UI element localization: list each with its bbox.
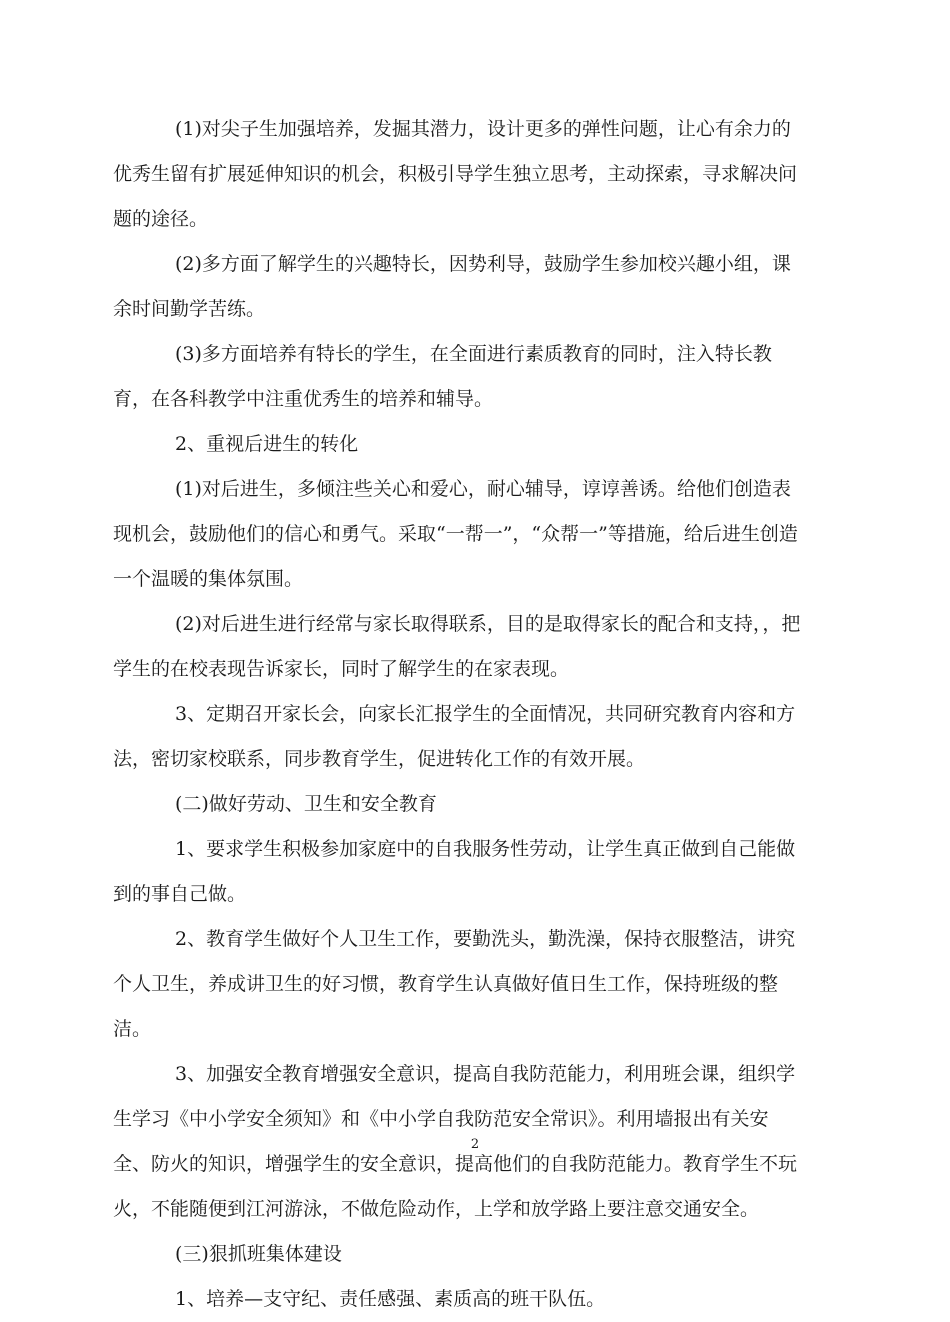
paragraph-safety-education: 3、加强安全教育增强安全意识，提高自我防范能力，利用班会课，组织学生学习《中小学安全须知》和《中小学自我防范安全常识》。利用墙报出有关安全、防火的知识，增强学生的安全意识，提高他们的自我防范能力。教育学生不玩火，不能随便到江河游泳，不做危险动作，上学和放学路上要注意交通安全。: [113, 1063, 798, 1220]
paragraph-parent-meetings: 3、定期召开家长会，向家长汇报学生的全面情况，共同研究教育内容和方法，密切家校联系，同步教育学生，促进转化工作的有效开展。: [113, 703, 796, 770]
paragraph-talent-training: (3)多方面培养有特长的学生，在全面进行素质教育的同时，注入特长教育，在各科教学中注重优秀生的培养和辅导。: [113, 343, 772, 410]
paragraph-top-students: (1)对尖子生加强培养，发掘其潜力，设计更多的弹性问题，让心有余力的优秀生留有扩展延伸知识的机会，积极引导学生独立思考，主动探索，寻求解决问题的途径。: [113, 118, 798, 230]
heading-class-building: (三)狠抓班集体建设: [175, 1243, 342, 1265]
paragraph-class-cadres: 1、培养—支守纪、责任感强、素质高的班干队伍。: [175, 1288, 606, 1310]
heading-struggling-students: 2、重视后进生的转化: [175, 433, 359, 455]
paragraph-hygiene: 2、教育学生做好个人卫生工作，要勤洗头，勤洗澡，保持衣服整洁，讲究个人卫生，养成讲卫生的好习惯，教育学生认真做好值日生工作，保持班级的整洁。: [113, 928, 796, 1040]
heading-labor-hygiene-safety: (二)做好劳动、卫生和安全教育: [175, 793, 437, 815]
page-number: 2: [470, 1137, 480, 1152]
paragraph-care-struggling: (1)对后进生，多倾注些关心和爱心，耐心辅导，谆谆善诱。给他们创造表现机会，鼓励他们的信心和勇气。采取“一帮一”，“众帮一”等措施，给后进生创造一个温暖的集体氛围。: [113, 478, 798, 590]
paragraph-interests: (2)多方面了解学生的兴趣特长，因势利导，鼓励学生参加校兴趣小组，课余时间勤学苦练。: [113, 253, 791, 320]
paragraph-parent-contact: (2)对后进生进行经常与家长取得联系，目的是取得家长的配合和支持，，把学生的在校表现告诉家长，同时了解学生的在家表现。: [113, 613, 801, 680]
paragraph-self-service-labor: 1、要求学生积极参加家庭中的自我服务性劳动，让学生真正做到自己能做到的事自己做。: [113, 838, 796, 905]
